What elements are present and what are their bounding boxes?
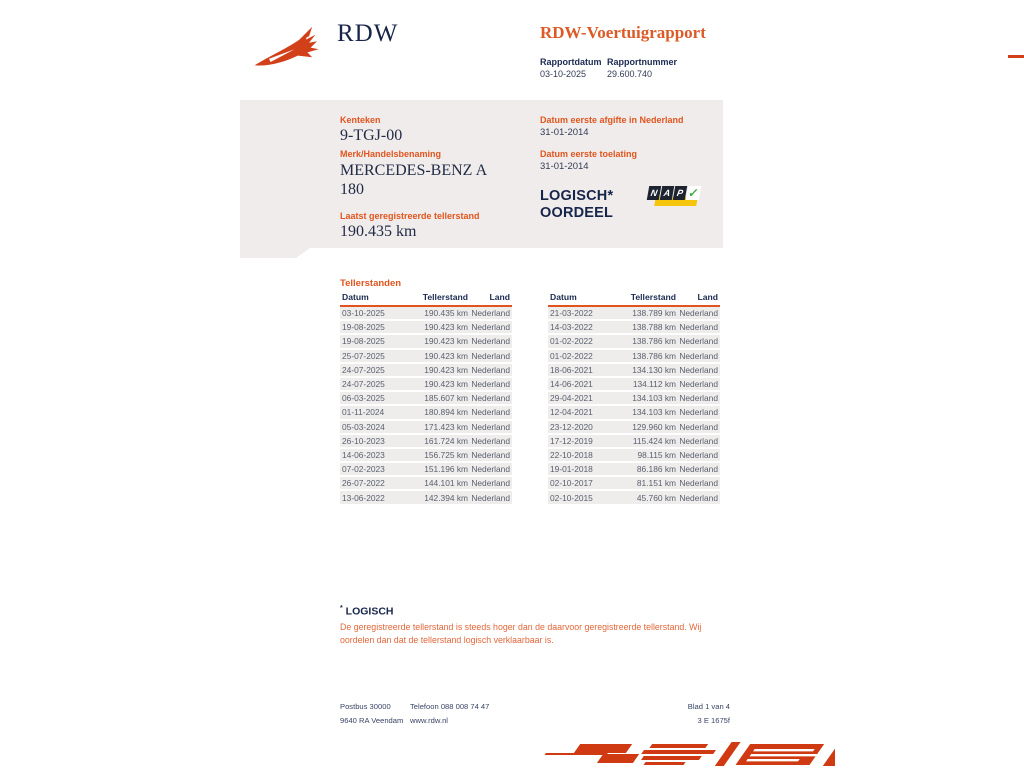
table-cell: Nederland <box>471 421 510 432</box>
table-row <box>548 491 720 505</box>
table-body <box>548 307 720 506</box>
table-cell: Nederland <box>471 364 510 375</box>
table-cell: 07-02-2023 <box>342 464 385 475</box>
tellerstanden-title: Tellerstanden <box>340 278 402 289</box>
table-cell: 142.394 km <box>424 492 468 503</box>
table-row <box>548 350 720 364</box>
table-row <box>548 378 720 392</box>
table-row <box>548 335 720 349</box>
table-row <box>340 321 512 335</box>
table-cell: 18-06-2021 <box>550 364 593 375</box>
table-cell: 138.789 km <box>632 308 676 319</box>
table-cell: 134.112 km <box>632 379 676 390</box>
report-date-value: 03-10-2025 <box>540 69 587 79</box>
table-cell: 02-10-2015 <box>550 492 593 503</box>
footer-page-info: Blad 1 van 4 <box>687 702 730 711</box>
footer-address-line2: 9640 RA Veendam <box>340 716 404 725</box>
table-cell: 138.786 km <box>632 336 676 347</box>
footer-website: www.rdw.nl <box>410 716 448 725</box>
table-cell: Nederland <box>679 350 718 361</box>
table-row <box>548 321 720 335</box>
table-cell: 06-03-2025 <box>342 393 385 404</box>
col-header-land: Land <box>489 292 510 302</box>
table-cell: 01-02-2022 <box>550 336 593 347</box>
col-header-datum: Datum <box>550 292 577 302</box>
table-cell: Nederland <box>471 393 510 404</box>
col-header-datum: Datum <box>342 292 369 302</box>
table-row <box>340 491 512 505</box>
table-row <box>548 421 720 435</box>
table-cell: 134.130 km <box>632 364 676 375</box>
table-cell: Nederland <box>471 478 510 489</box>
table-cell: 14-06-2023 <box>342 449 385 460</box>
table-row <box>340 378 512 392</box>
table-row <box>548 406 720 420</box>
table-cell: 22-10-2018 <box>550 449 593 460</box>
table-cell: Nederland <box>679 464 718 475</box>
table-cell: 26-07-2022 <box>342 478 385 489</box>
table-cell: 151.196 km <box>424 464 468 475</box>
table-row <box>548 435 720 449</box>
table-cell: 21-03-2022 <box>550 308 593 319</box>
table-cell: 02-10-2017 <box>550 478 593 489</box>
merk-value: MERCEDES-BENZ A 180 <box>340 162 487 198</box>
table-cell: 19-08-2025 <box>342 322 385 333</box>
table-cell: Nederland <box>471 449 510 460</box>
oordeel-line1: LOGISCH* <box>540 188 614 204</box>
table-header <box>548 292 720 307</box>
footnote-text: De geregistreerde tellerstand is steeds hoger dan de daarvoor geregistreerde tellerstand. Wij oordelen dan dat de tellerstand logisch verklaarbaar is. <box>340 622 702 645</box>
table-cell: Nederland <box>471 322 510 333</box>
table-cell: 161.724 km <box>424 435 468 446</box>
rdw-logo-icon <box>253 20 333 72</box>
table-cell: 138.788 km <box>632 322 676 333</box>
col-header-tellerstand: Tellerstand <box>630 292 676 302</box>
footnote-asterisk: * <box>340 605 343 612</box>
table-cell: 13-06-2022 <box>342 492 385 503</box>
table-cell: 180.894 km <box>424 407 468 418</box>
nap-logo-icon <box>648 186 698 209</box>
table-cell: 14-03-2022 <box>550 322 593 333</box>
afgifte-label: Datum eerste afgifte in Nederland <box>540 115 684 125</box>
table-row <box>548 392 720 406</box>
table-cell: 156.725 km <box>424 449 468 460</box>
table-row <box>548 463 720 477</box>
col-header-tellerstand: Tellerstand <box>422 292 468 302</box>
nap-letter-p: P <box>673 186 687 200</box>
table-cell: Nederland <box>471 308 510 319</box>
table-cell: 05-03-2024 <box>342 421 385 432</box>
report-number-value: 29.600.740 <box>607 69 653 79</box>
table-cell: Nederland <box>679 435 718 446</box>
table-row <box>340 335 512 349</box>
table-cell: Nederland <box>679 478 718 489</box>
table-row <box>340 307 512 321</box>
oordeel-line2: OORDEEL <box>540 205 614 221</box>
table-cell: 17-12-2019 <box>550 435 593 446</box>
table-cell: 01-11-2024 <box>342 407 385 418</box>
report-date-label: Rapportdatum <box>540 57 602 67</box>
tellerstand-label: Laatst geregistreerde tellerstand <box>340 211 480 221</box>
table-cell: 190.423 km <box>424 379 468 390</box>
table-cell: Nederland <box>679 407 718 418</box>
table-cell: Nederland <box>471 379 510 390</box>
tellerstand-value: 190.435 km <box>340 223 417 240</box>
table-row <box>340 421 512 435</box>
table-cell: 81.151 km <box>636 478 676 489</box>
toelating-label: Datum eerste toelating <box>540 149 638 159</box>
table-cell: 01-02-2022 <box>550 350 593 361</box>
table-cell: 19-01-2018 <box>550 464 593 475</box>
rdw-wordmark: RDW <box>337 20 399 47</box>
footer-address <box>340 700 403 728</box>
table-row <box>548 364 720 378</box>
table-cell: 12-04-2021 <box>550 407 593 418</box>
footnote-title <box>340 605 394 618</box>
table-cell: Nederland <box>471 350 510 361</box>
report-title: RDW-Voertuigrapport <box>540 23 706 42</box>
nap-checkmark-icon: ✓ <box>687 186 700 200</box>
table-row <box>340 477 512 491</box>
table-cell: 134.103 km <box>632 407 676 418</box>
footer-address-line1: Postbus 30000 <box>340 702 391 711</box>
kenteken-value: 9-TGJ-00 <box>340 127 403 144</box>
table-row <box>548 477 720 491</box>
table-cell: Nederland <box>679 336 718 347</box>
table-cell: Nederland <box>471 435 510 446</box>
toelating-value: 31-01-2014 <box>540 161 589 172</box>
table-cell: 190.423 km <box>424 364 468 375</box>
table-cell: 185.607 km <box>424 393 468 404</box>
footer-form-code: 3 E 1675f <box>697 716 730 725</box>
table-cell: 144.101 km <box>424 478 468 489</box>
table-row <box>340 406 512 420</box>
table-cell: 23-12-2020 <box>550 421 593 432</box>
table-cell: Nederland <box>471 492 510 503</box>
table-cell: 171.423 km <box>424 421 468 432</box>
kenteken-label: Kenteken <box>340 115 381 125</box>
table-cell: Nederland <box>679 393 718 404</box>
table-cell: Nederland <box>679 449 718 460</box>
page-edge-accent <box>1008 55 1024 58</box>
tellerstanden-table-right <box>548 292 720 506</box>
table-row <box>340 435 512 449</box>
table-cell: Nederland <box>471 464 510 475</box>
oordeel-text <box>540 188 613 222</box>
nap-letter-a: A <box>660 186 674 200</box>
table-cell: 45.760 km <box>636 492 676 503</box>
table-cell: Nederland <box>679 364 718 375</box>
afgifte-value: 31-01-2014 <box>540 127 589 138</box>
merk-label: Merk/Handelsbenaming <box>340 149 442 159</box>
table-cell: 19-08-2025 <box>342 336 385 347</box>
table-cell: 86.186 km <box>636 464 676 475</box>
table-row <box>340 392 512 406</box>
table-cell: 24-07-2025 <box>342 364 385 375</box>
vehicle-info-panel-tab <box>240 248 310 258</box>
table-cell: 190.435 km <box>424 308 468 319</box>
table-cell: Nederland <box>679 322 718 333</box>
table-row <box>340 350 512 364</box>
table-cell: Nederland <box>679 379 718 390</box>
table-cell: Nederland <box>679 421 718 432</box>
table-cell: Nederland <box>679 492 718 503</box>
table-cell: 26-10-2023 <box>342 435 385 446</box>
table-cell: 190.423 km <box>424 336 468 347</box>
table-cell: Nederland <box>471 336 510 347</box>
col-header-land: Land <box>697 292 718 302</box>
table-cell: 190.423 km <box>424 322 468 333</box>
nap-letter-n: N <box>647 186 661 200</box>
table-cell: 29-04-2021 <box>550 393 593 404</box>
table-cell: 14-06-2021 <box>550 379 593 390</box>
table-row <box>340 463 512 477</box>
table-row <box>548 307 720 321</box>
table-cell: Nederland <box>679 308 718 319</box>
footer-contact <box>410 700 489 728</box>
table-row <box>548 449 720 463</box>
table-cell: 129.960 km <box>632 421 676 432</box>
table-cell: 134.103 km <box>632 393 676 404</box>
table-cell: 24-07-2025 <box>342 379 385 390</box>
report-number-label: Rapportnummer <box>607 57 678 67</box>
table-cell: 138.786 km <box>632 350 676 361</box>
table-row <box>340 449 512 463</box>
table-cell: 115.424 km <box>632 435 676 446</box>
table-cell: 25-07-2025 <box>342 350 385 361</box>
tellerstanden-table-left <box>340 292 512 506</box>
table-cell: Nederland <box>471 407 510 418</box>
footer-phone: Telefoon 088 008 74 47 <box>410 702 490 711</box>
footer-page-block <box>630 700 730 728</box>
table-cell: 98.115 km <box>637 449 676 460</box>
footnote-title-text: LOGISCH <box>345 605 394 618</box>
table-body <box>340 307 512 506</box>
table-row <box>340 364 512 378</box>
bottom-stripes-graphic <box>505 740 835 768</box>
table-header <box>340 292 512 307</box>
table-cell: 190.423 km <box>424 350 468 361</box>
table-cell: 03-10-2025 <box>342 308 385 319</box>
